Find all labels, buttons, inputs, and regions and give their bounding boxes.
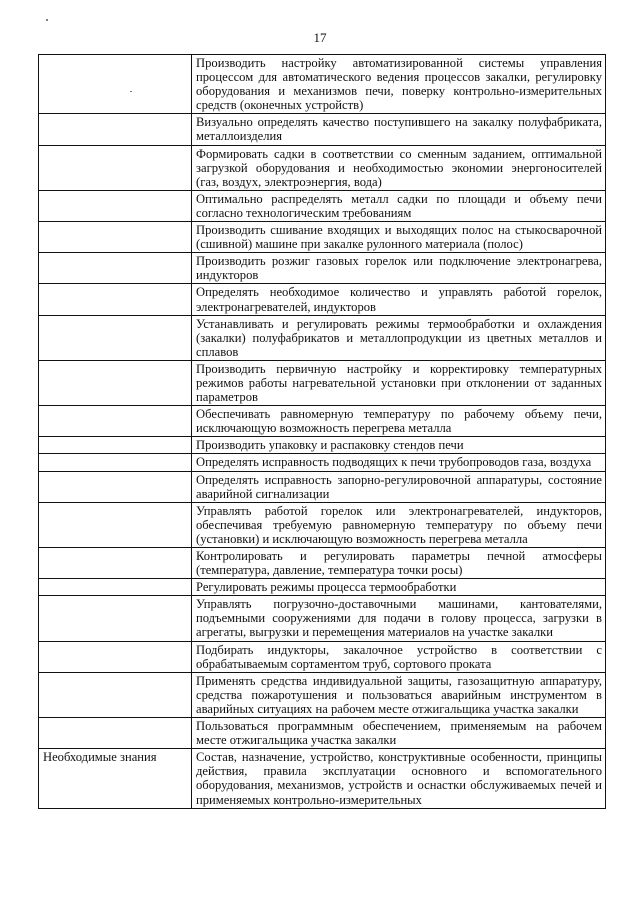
table-body — [39, 55, 606, 809]
requirement-text-cell: Определять необходимое количество и управлять работой горелок, электронагревателей, индукторов — [192, 284, 606, 315]
table-row — [39, 222, 606, 253]
requirement-text-cell: Подбирать индукторы, закалочное устройство в соответствии с обрабатываемым сортаментом труб, сортового проката — [192, 641, 606, 672]
requirement-text-cell: Визуально определять качество поступившего на закалку полуфабриката, металлоизделия — [192, 114, 606, 145]
section-label-cell — [39, 454, 192, 471]
requirement-text-cell: Производить сшивание входящих и выходящих полос на стыкосварочной (сшивной) машине при закалке рулонного материала (полос) — [192, 222, 606, 253]
requirement-text-cell: Управлять работой горелок или электронагревателей, индукторов, обеспечивая требуемую равномерную температуру по объему печи (установки) и исключающую возможность перегрева металла — [192, 502, 606, 547]
section-label-cell — [39, 114, 192, 145]
table-row — [39, 145, 606, 190]
section-label-cell — [39, 55, 192, 114]
table-row — [39, 55, 606, 114]
section-label-cell — [39, 596, 192, 641]
table-row — [39, 596, 606, 641]
requirement-text-cell: Регулировать режимы процесса термообработки — [192, 579, 606, 596]
section-label-cell — [39, 145, 192, 190]
table-row — [39, 749, 606, 808]
competency-table — [38, 54, 606, 809]
section-label-cell — [39, 579, 192, 596]
requirement-text-cell: Пользоваться программным обеспечением, применяемым на рабочем месте отжигальщика участка закалки — [192, 718, 606, 749]
table-row — [39, 315, 606, 360]
section-label-cell — [39, 315, 192, 360]
section-label-cell — [39, 253, 192, 284]
section-label-cell — [39, 360, 192, 405]
table-row — [39, 114, 606, 145]
requirement-text-cell: Производить настройку автоматизированной системы управления процессом для автоматического ведения процессов закалки, регулировку оборудования и механизмов печи, поверку контрольно-измерительных средств (оконечных устройств) — [192, 55, 606, 114]
section-label-cell — [39, 222, 192, 253]
table-row — [39, 471, 606, 502]
page-number: 17 — [313, 30, 327, 45]
requirement-text-cell: Устанавливать и регулировать режимы термообработки и охлаждения (закалки) полуфабрикатов и металлопродукции из цветных металлов и сплавов — [192, 315, 606, 360]
section-label-cell — [39, 471, 192, 502]
table-row — [39, 672, 606, 717]
section-label-cell: Необходимые знания — [39, 749, 192, 808]
section-label-cell — [39, 190, 192, 221]
requirement-text-cell: Производить первичную настройку и корректировку температурных режимов работы нагревательной установки при отклонении от заданных параметров — [192, 360, 606, 405]
scan-speck — [46, 19, 48, 21]
table-row — [39, 502, 606, 547]
requirement-text-cell: Обеспечивать равномерную температуру по рабочему объему печи, исключающую возможность перегрева металла — [192, 406, 606, 437]
table-row — [39, 437, 606, 454]
table-row — [39, 406, 606, 437]
requirement-text-cell: Определять исправность запорно-регулировочной аппаратуры, состояние аварийной сигнализации — [192, 471, 606, 502]
requirement-text-cell: Управлять погрузочно-доставочными машинами, кантователями, подъемными сооружениями для подачи в голову процесса, загрузки в агрегаты, выгрузки и перемещения материалов на участке закалки — [192, 596, 606, 641]
section-label-cell — [39, 284, 192, 315]
requirement-text-cell: Производить упаковку и распаковку стендов печи — [192, 437, 606, 454]
requirement-text-cell: Применять средства индивидуальной защиты, газозащитную аппаратуру, средства пожаротушения и пользоваться аварийным инструментом в аварийных ситуациях на рабочем месте отжигальщика участка закалки — [192, 672, 606, 717]
requirement-text-cell: Состав, назначение, устройство, конструктивные особенности, принципы действия, правила эксплуатации основного и вспомогательного оборудования, механизмов, устройств и оснастки обслуживаемых печей и применяемых контрольно-измерительных — [192, 749, 606, 808]
table-row — [39, 579, 606, 596]
table-row — [39, 718, 606, 749]
section-label-cell — [39, 406, 192, 437]
table-row — [39, 548, 606, 579]
section-label-cell — [39, 502, 192, 547]
table-row — [39, 360, 606, 405]
requirement-text-cell: Оптимально распределять металл садки по площади и объему печи согласно технологическим требованиям — [192, 190, 606, 221]
section-label-cell — [39, 548, 192, 579]
requirement-text-cell: Формировать садки в соответствии со сменным заданием, оптимальной загрузкой оборудования и необходимостью экономии энергоносителей (газ, воздух, электроэнергия, вода) — [192, 145, 606, 190]
table-row — [39, 284, 606, 315]
section-label-cell — [39, 437, 192, 454]
requirement-text-cell: Контролировать и регулировать параметры печной атмосферы (температура, давление, температура точки росы) — [192, 548, 606, 579]
requirement-text-cell: Определять исправность подводящих к печи трубопроводов газа, воздуха — [192, 454, 606, 471]
section-label-cell — [39, 718, 192, 749]
requirement-text-cell: Производить розжиг газовых горелок или подключение электронагрева, индукторов — [192, 253, 606, 284]
table-row — [39, 641, 606, 672]
table-row — [39, 190, 606, 221]
table-row — [39, 253, 606, 284]
section-label-cell — [39, 672, 192, 717]
section-label-cell — [39, 641, 192, 672]
table-row — [39, 454, 606, 471]
